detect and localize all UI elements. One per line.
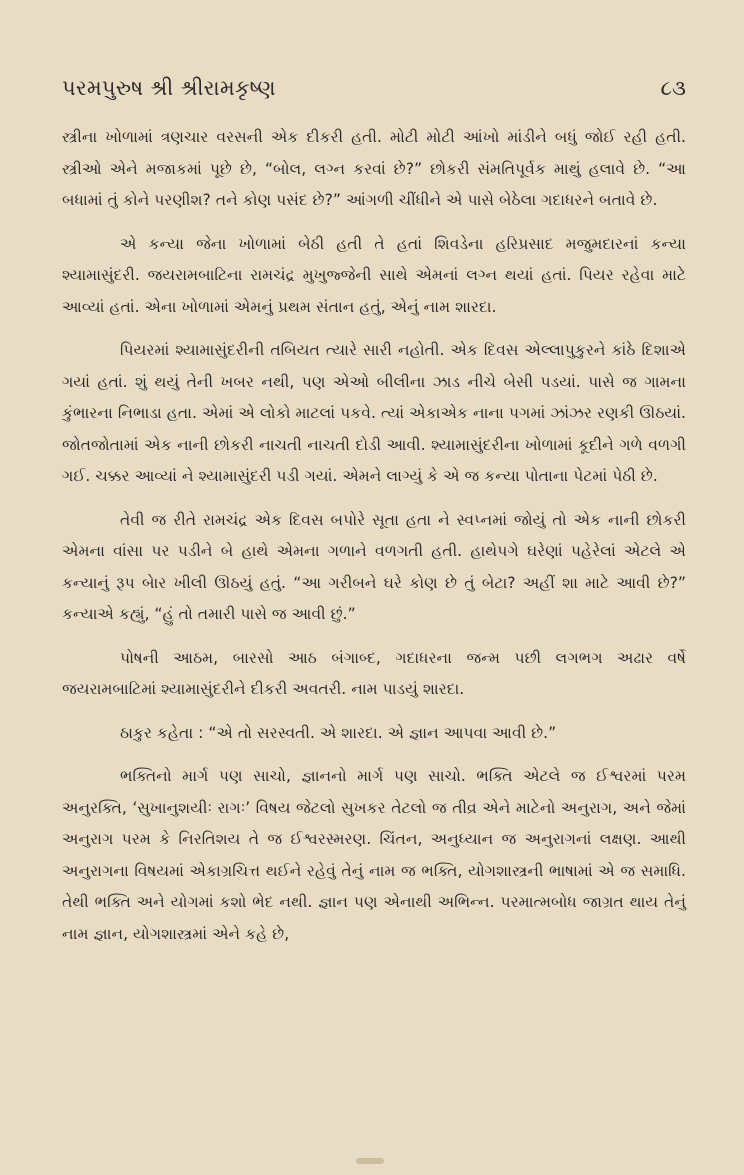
page-number: ૮૩ <box>660 76 686 100</box>
paragraph-5: પોષની આઠમ, બારસો આઠ બંગાબ્દ, ગદાધરના જન્મ પછી લગભગ અઢાર વર્ષે જયરામબાટિમાં શ્યામાસુંદરીને દીકરી અવતરી. નામ પાડયું શારદા. <box>62 648 686 698</box>
paragraph-2: એ કન્યા જેના ખોળામાં બેઠી હતી તે હતાં શિવડેના હરિપ્રસાદ મજુમદારનાં કન્યા શ્યામાસુંદરી. જયરામબાટિના રામચંદ્ર મુખુજ્જેની સાથે એમનાં લગ્ન થયાં હતાં. પિયર રહેવા માટે આવ્યાં હતાં. એના ખોળામાં એમનું પ્રથમ સંતાન હતું, એનું નામ શારદા. <box>62 234 686 316</box>
paragraph-1: સ્ત્રીના ખોળામાં ત્રણચાર વરસની એક દીકરી હતી. મોટી મોટી આંખો માંડીને બધું જોઈ રહી હતી. સ્ત્રીઓ એને મજાકમાં પૂછે છે, “બોલ, લગ્ન કરવાં છે?” છોકરી સંમતિપૂર્વક માથું હલાવે છે. “આ બધામાં તું કોને પરણીશ? તને કોણ પસંદ છે?” આંગળી ચીંધીને એ પાસે બેઠેલા ગદાધરને બતાવે છે. <box>62 128 686 209</box>
paragraph-3: પિયરમાં શ્યામાસુંદરીની તબિયત ત્યારે સારી નહોતી. એક દિવસ એલ્લાપુકુરને કાંઠે દિશાએ ગયાં હતાં. શું થયું તેની ખબર નથી, પણ એઓ બીલીના ઝાડ નીચે બેસી પડયાં. પાસે જ ગામના કુંભારના નિભાડા હતા. એમાં એ લોકો માટલાં પકવે. ત્યાં એકાએક નાના પગમાં ઝાંઝર રણકી ઊઠયાં. જોતજોતામાં એક નાની છોકરી નાચતી નાચતી દોડી આવી. શ્યામાસુંદરીના ખોળામાં કૂદીને ગળે વળગી ગઈ. ચક્કર આવ્યાં ને શ્યામાસુંદરી પડી ગયાં. એમને લાગ્યું કે એ જ કન્યા પોતાના પેટમાં પેઠી છે. <box>62 341 686 485</box>
paragraph-4: તેવી જ રીતે રામચંદ્ર એક દિવસ બપોરે સૂતા હતા ને સ્વપ્નમાં જોયું તો એક નાની છોકરી એમના વાંસા પર પડીને બે હાથે એમના ગળાને વળગતી હતી. હાથેપગે ઘરેણાં પહેરેલાં એટલે એ કન્યાનું રૂપ બેાર ખીલી ઊઠયું હતું. “આ ગરીબને ઘરે કોણ છે તું બેટા? અહીં શા માટે આવી છે?” કન્યાએ કહ્યું, “હું તો તમારી પાસે જ આવી છું.” <box>62 510 686 623</box>
page-header <box>62 76 686 114</box>
running-title: પરમપુરુષ શ્રી શ્રીરામકૃષ્ણ <box>62 76 276 100</box>
paragraph-7: ભક્તિનો માર્ગ પણ સાચો, જ્ઞાનનો માર્ગ પણ સાચો. ભક્તિ એટલે જ ઈશ્વરમાં પરમ અનુરક્તિ, ‘સુખાનુશયીઃ રાગઃ’ વિષય જેટલો સુખકર તેટલો જ તીવ્ર એને માટેનો અનુરાગ, અને જેમાં અનુરાગ પરમ કે નિરતિશય તે જ ઈશ્વરસ્મરણ. ચિંતન, અનુધ્યાન જ અનુરાગનાં લક્ષણ. આથી અનુરાગના વિષયમાં એકાગ્રચિત્ત થઈને રહેવું તેનું નામ જ ભક્તિ, યોગશાસ્ત્રની ભાષામાં એ જ સમાધિ. તેથી ભક્તિ અને યોગમાં કશો ભેદ નથી. જ્ઞાન પણ એનાથી અભિન્ન. પરમાત્મબોધ જાગ્રત થાય તેનું નામ જ્ઞાન, યોગશાસ્ત્રમાં એને કહે છે, <box>62 767 686 943</box>
body-text <box>62 122 686 962</box>
paragraph-6: ઠાકુર કહેતા : “એ તો સરસ્વતી. એ શારદા. એ જ્ઞાન આપવા આવી છે.” <box>120 723 557 742</box>
footer-ink-mark <box>356 1158 384 1164</box>
